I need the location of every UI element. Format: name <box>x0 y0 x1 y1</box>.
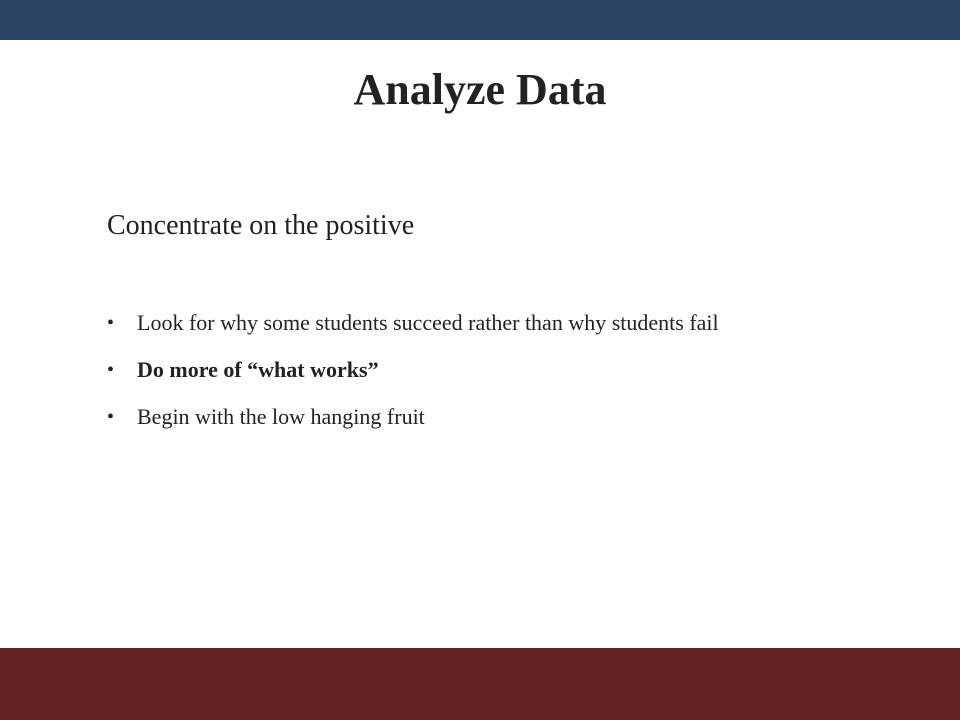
bullet-text: Look for why some students succeed rather than why students fail <box>137 310 719 335</box>
bullet-item <box>107 306 927 340</box>
bullet-list <box>107 306 927 447</box>
bullet-icon: • <box>107 359 115 381</box>
bullet-icon: • <box>107 312 115 334</box>
bottom-footer-band <box>0 648 960 720</box>
bullet-text: Do more of “what works” <box>137 357 379 382</box>
bullet-text: Begin with the low hanging fruit <box>137 404 425 429</box>
bullet-item <box>107 400 927 434</box>
slide-subheading: Concentrate on the positive <box>107 210 415 241</box>
slide-title: Analyze Data <box>353 65 607 114</box>
top-header-band <box>0 0 960 40</box>
bullet-item <box>107 353 927 387</box>
bullet-icon: • <box>107 406 115 428</box>
